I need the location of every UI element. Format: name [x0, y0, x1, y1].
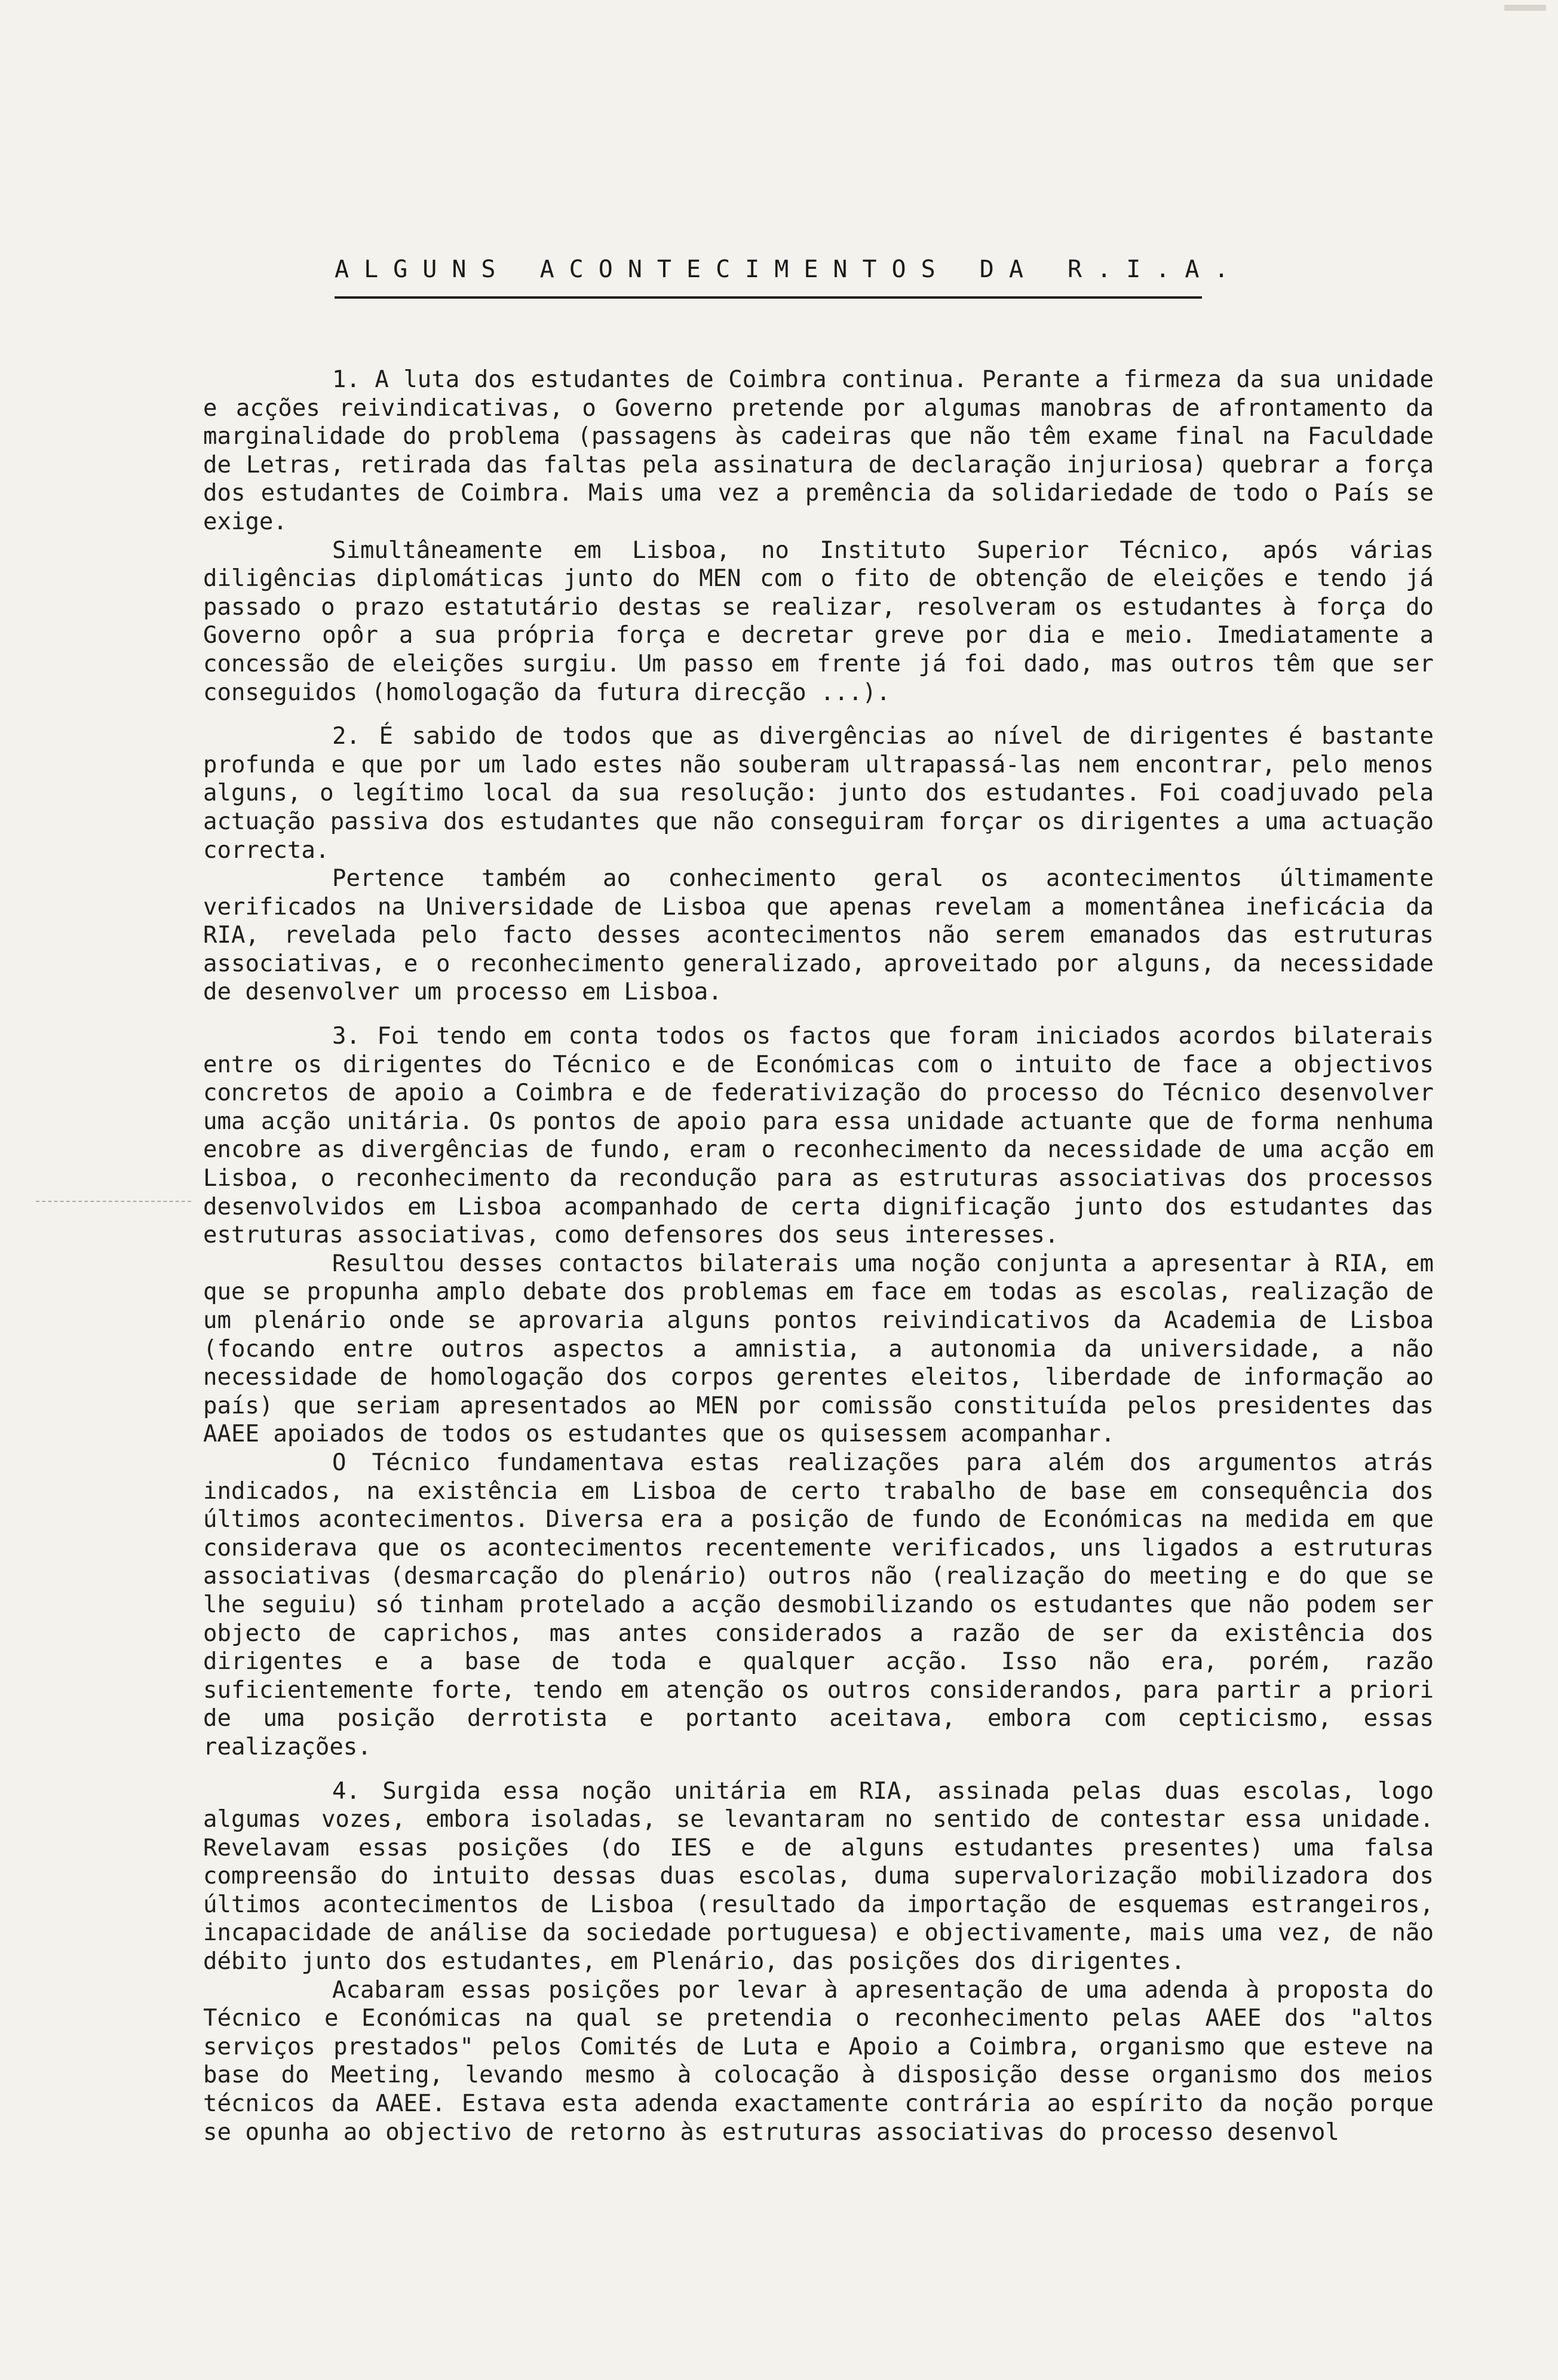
- paragraph-3: 2. É sabido de todos que as divergências ao nível de dirigentes é bastante profunda e que por um lado estes não souberam ultrapassá-las nem encontrar, pelo menos alguns, o legítimo local da sua resolução: junto dos estudantes. Foi coadjuvado pela actuação passiva dos estudantes que não conseguiram forçar os dirigentes a uma actuação correcta.: [203, 723, 1434, 864]
- document-body: [203, 358, 1434, 2146]
- paragraph-7: O Técnico fundamentava estas realizações para além dos argumentos atrás indicados, na existência em Lisboa de certo trabalho de base em consequência dos últimos acontecimentos. Diversa era a posição de fundo de Económicas na medida em que considerava que os acontecimentos recentemente verificados, uns ligados a estruturas associativas (desmarcação do plenário) outros não (realização do meeting e do que se lhe seguiu) só tinham protelado a acção desmobilizando os estudantes que não podem ser objecto de caprichos, mas antes considerados a razão de ser da existência dos dirigentes e a base de toda e qualquer acção. Isso não era, porém, razão suficientemente forte, tendo em atenção os outros considerandos, para partir a priori de uma posição derrotista e portanto aceitava, embora com cepticismo, essas realizações.: [203, 1449, 1434, 1761]
- paragraph-6: Resultou desses contactos bilaterais uma noção conjunta a apresentar à RIA, em que se propunha amplo debate dos problemas em face em todas as escolas, realização de um plenário onde se aprovaria alguns pontos reivindicativos da Academia de Lisboa (focando entre outros aspectos a amnistia, a autonomia da universidade, a não necessidade de homologação dos corpos gerentes eleitos, liberdade de informação ao país) que seriam apresentados ao MEN por comissão constituída pelos presidentes das AAEE apoiados de todos os estudantes que os quisessem acompanhar.: [203, 1250, 1434, 1448]
- title-underline: [335, 296, 1202, 299]
- margin-mark: [36, 1201, 191, 1202]
- paragraph-1: 1. A luta dos estudantes de Coimbra continua. Perante a firmeza da sua unidade e acções reivindicativas, o Governo pretende por algumas manobras de afrontamento da marginalidade do problema (passagens às cadeiras que não têm exame final na Faculdade de Letras, retirada das faltas pela assinatura de declaração injuriosa) quebrar a força dos estudantes de Coimbra. Mais uma vez a premência da solidariedade de todo o País se exige.: [203, 366, 1434, 535]
- paragraph-8: 4. Surgida essa noção unitária em RIA, assinada pelas duas escolas, logo algumas vozes, embora isoladas, se levantaram no sentido de contestar essa unidade. Revelavam essas posições (do IES e de alguns estudantes presentes) uma falsa compreensão do intuito dessas duas escolas, duma supervalorização mobilizadora dos últimos acontecimentos de Lisboa (resultado da importação de esquemas estrangeiros, incapacidade de análise da sociedade portuguesa) e objectivamente, mais uma vez, de não débito junto dos estudantes, em Plenário, das posições dos dirigentes.: [203, 1777, 1434, 1976]
- paragraph-5: 3. Foi tendo em conta todos os factos que foram iniciados acordos bilaterais entre os dirigentes do Técnico e de Económicas com o intuito de face a objectivos concretos de apoio a Coimbra e de federativização do processo do Técnico desenvolver uma acção unitária. Os pontos de apoio para essa unidade actuante que de forma nenhuma encobre as divergências de fundo, eram o reconhecimento da necessidade de uma acção em Lisboa, o reconhecimento da recondução para as estruturas associativas dos processos desenvolvidos em Lisboa acompanhado de certa dignificação junto dos estudantes das estruturas associativas, como defensores dos seus interesses.: [203, 1023, 1434, 1249]
- page-title: ALGUNS ACONTECIMENTOS DA R.I.A.: [335, 256, 1244, 283]
- paragraph-9: Acabaram essas posições por levar à apresentação de uma adenda à proposta do Técnico e Económicas na qual se pretendia o reconhecimento pelas AAEE dos "altos serviços prestados" pelos Comités de Luta e Apoio a Coimbra, organismo que esteve na base do Meeting, levando mesmo à colocação à disposição desse organismo dos meios técnicos da AAEE. Estava esta adenda exactamente contrária ao espírito da noção porque se opunha ao objectivo de retorno às estruturas associativas do processo desenvol: [203, 1976, 1434, 2146]
- scan-artifact: [1504, 5, 1546, 11]
- paragraph-2: Simultâneamente em Lisboa, no Instituto Superior Técnico, após várias diligências diplomáticas junto do MEN com o fito de obtenção de eleições e tendo já passado o prazo estatutário destas se realizar, resolveram os estudantes à força do Governo opôr a sua própria força e decretar greve por dia e meio. Imediatamente a concessão de eleições surgiu. Um passo em frente já foi dado, mas outros têm que ser conseguidos (homologação da futura direcção ...).: [203, 536, 1434, 706]
- paragraph-4: Pertence também ao conhecimento geral os acontecimentos últimamente verificados na Universidade de Lisboa que apenas revelam a momentânea ineficácia da RIA, revelada pelo facto desses acontecimentos não serem emanados das estruturas associativas, e o reconhecimento generalizado, aproveitado por alguns, da necessidade de desenvolver um processo em Lisboa.: [203, 865, 1434, 1006]
